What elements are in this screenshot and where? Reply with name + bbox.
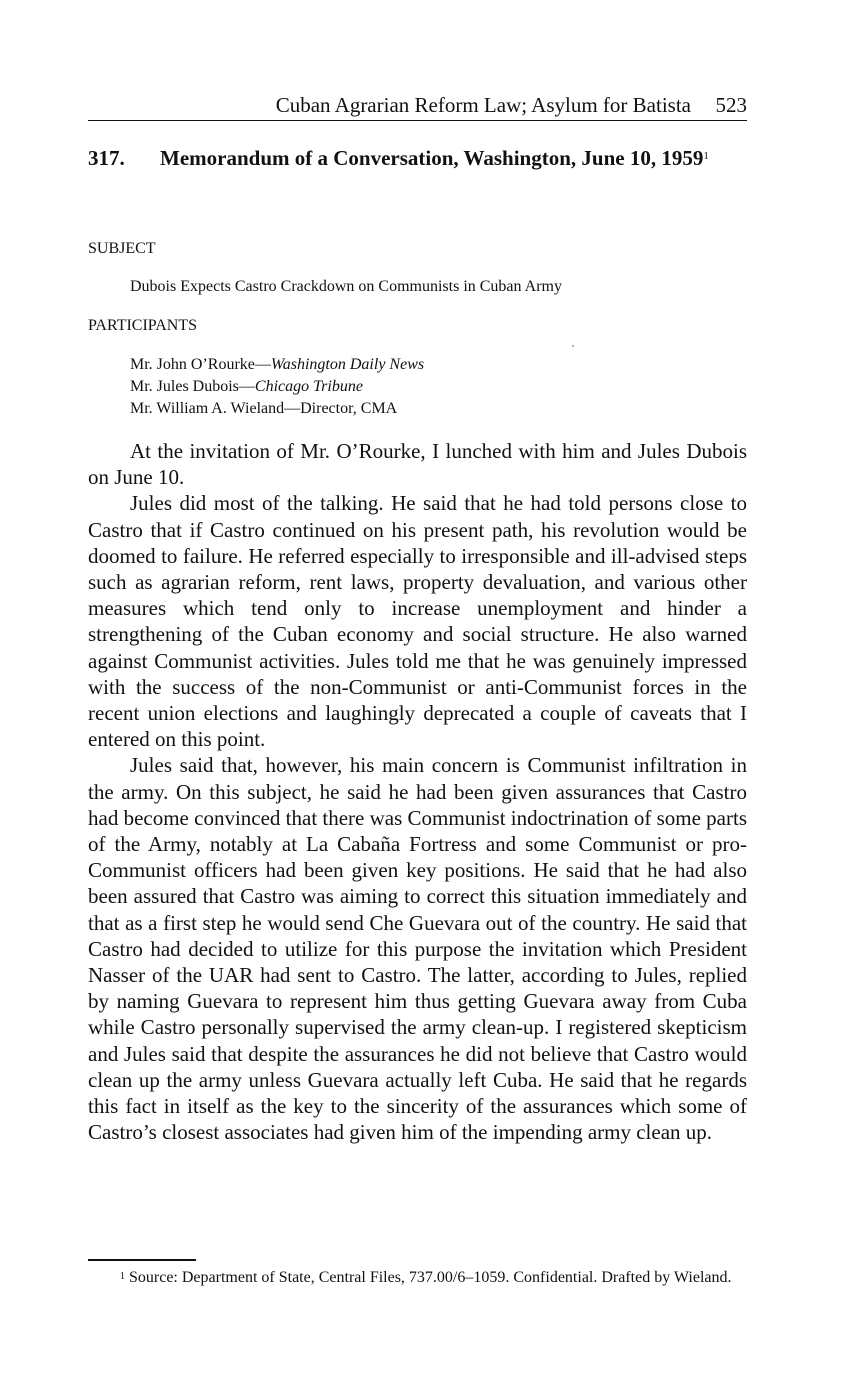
participant-name: Mr. Jules Dubois—: [130, 378, 255, 395]
participant-affiliation: Washington Daily News: [270, 356, 425, 373]
document-title-text: Memorandum of a Conversation, Washington, June 10, 1959: [160, 146, 704, 170]
body-paragraph-1: At the invitation of Mr. O’Rourke, I lunched with him and Jules Dubois on June 10.: [88, 439, 747, 490]
participant-2: [130, 376, 424, 398]
footnote: [88, 1267, 747, 1289]
participant-name: Mr. John O’Rourke—: [130, 356, 271, 373]
document-number: 317.: [88, 146, 125, 170]
page-number: 523: [715, 93, 747, 117]
running-head-title: Cuban Agrarian Reform Law; Asylum for Batista: [275, 93, 691, 117]
memo-body: [88, 438, 747, 1145]
participants-list: [130, 354, 424, 420]
body-paragraph-3: Jules said that, however, his main concern is Communist infiltration in the army. On this subject, he said he had been given assurances that Castro had become convinced that there was Communist indoctrination of some parts of the Army, notably at La Cabaña Fortress and some Communist or pro-Communist officers had been given key positions. He said that he had also been assured that Castro was aiming to correct this situation immediately and that as a first step he would send Che Guevara out of the country. He said that Castro had decided to utilize for this purpose the invitation which President Nasser of the UAR had sent to Castro. The latter, according to Jules, replied by naming Guevara to represent him thus getting Guevara away from Cuba while Castro personally supervised the army clean-up. I registered skepticism and Jules said that despite the assurances he did not believe that Castro would clean up the army unless Guevara actually left Cuba. He said that he regards this fact in itself as the key to the sincerity of the assurances which some of Castro’s closest associates had given him of the impending army clean up.: [88, 753, 747, 1145]
footnote-marker: 1: [120, 1271, 125, 1282]
footnote-rule: [88, 1259, 196, 1261]
participant-affiliation: Chicago Tribune: [254, 378, 363, 395]
subject-text: Dubois Expects Castro Crackdown on Communists in Cuban Army: [130, 278, 562, 295]
document-title: [160, 145, 720, 172]
footnote-text: Source: Department of State, Central Files, 737.00/6–1059. Confidential. Drafted by Wieland.: [129, 1269, 732, 1286]
footnote-reference: 1: [703, 150, 709, 162]
participants-label: PARTICIPANTS: [88, 317, 198, 334]
participant-3: [130, 398, 424, 420]
participant-1: [130, 354, 424, 376]
subject-label: SUBJECT: [88, 240, 156, 257]
running-head: [88, 90, 747, 121]
body-paragraph-2: Jules did most of the talking. He said that he had told persons close to Castro that if Castro continued on his present path, his revolution would be doomed to failure. He referred especially to irresponsible and ill-advised steps such as agrarian reform, rent laws, property devaluation, and various other measures which tend only to increase unemployment and hinder a strengthening of the Cuban economy and social structure. He also warned against Communist activities. Jules told me that he was genuinely impressed with the success of the non-Communist or anti-Communist forces in the recent union elections and laughingly deprecated a couple of caveats that I entered on this point.: [88, 491, 747, 752]
participant-name: Mr. William A. Wieland—Director, CMA: [130, 400, 398, 417]
speck: [572, 345, 574, 347]
